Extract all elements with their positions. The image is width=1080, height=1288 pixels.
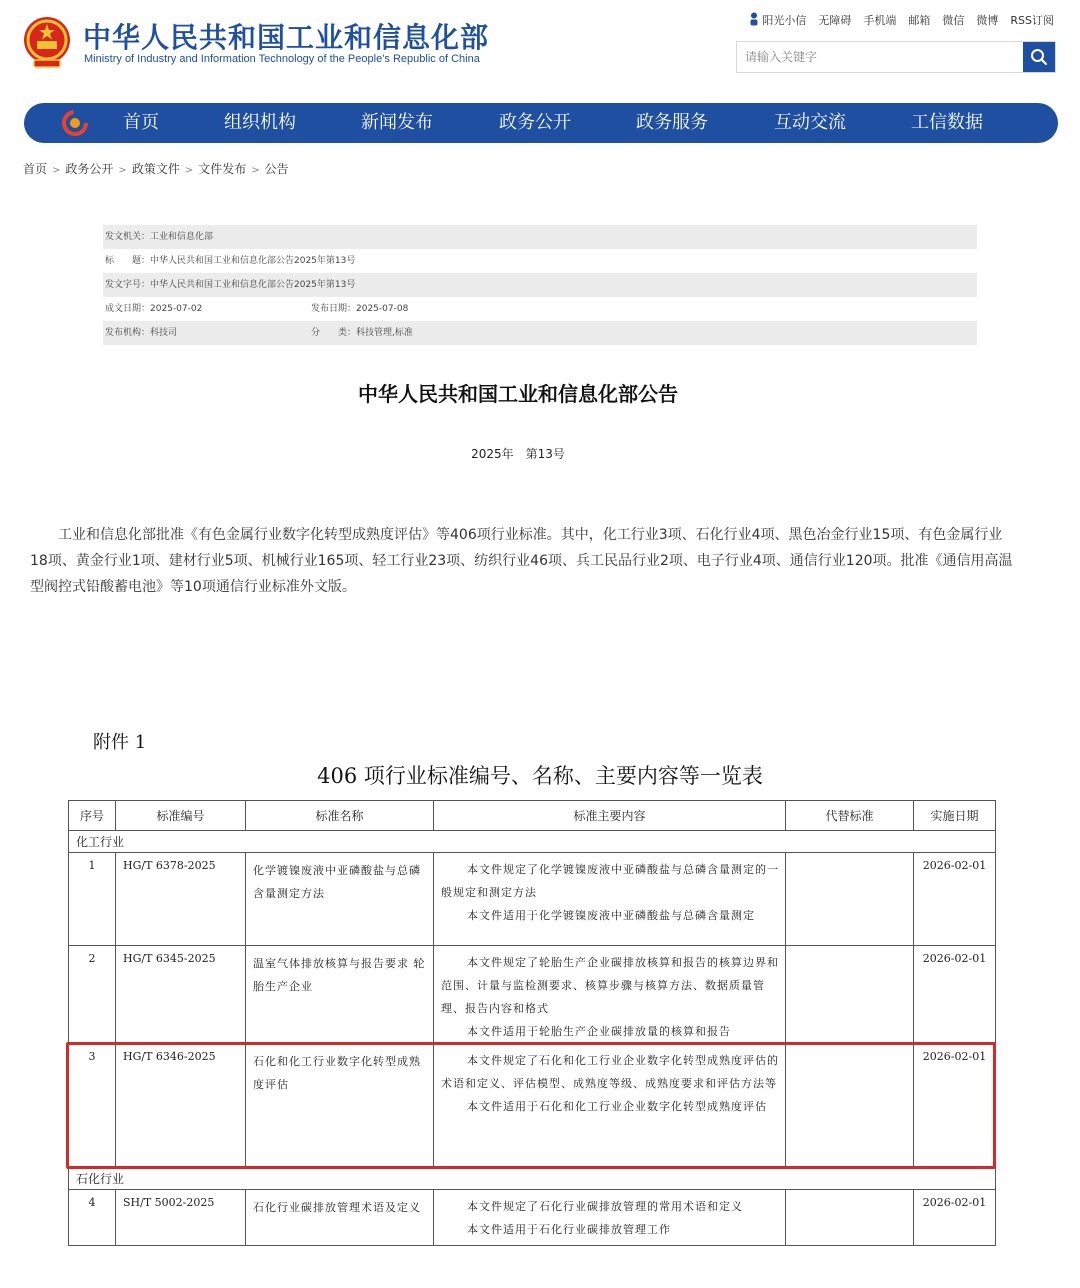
breadcrumb-government-affairs[interactable]: 政务公开 bbox=[65, 162, 114, 176]
header-seq: 序号 bbox=[69, 801, 116, 831]
content-scope: 本文件规定了化学镀镍废液中亚磷酸盐与总磷含量测定的一般规定和测定方法 bbox=[441, 863, 779, 899]
table-header-row bbox=[69, 801, 996, 831]
category-row bbox=[69, 831, 996, 853]
row-code: HG/T 6378-2025 bbox=[116, 853, 246, 946]
standards-table bbox=[68, 800, 996, 1246]
top-link-weibo[interactable]: 微博 bbox=[976, 14, 999, 27]
meta-written-date: 成文日期：2025-07-02 bbox=[105, 304, 203, 314]
row-date: 2026-02-01 bbox=[914, 946, 996, 1044]
breadcrumb-home[interactable]: 首页 bbox=[23, 162, 48, 176]
row-num: 3 bbox=[69, 1044, 116, 1168]
chevron-right-icon: > bbox=[184, 165, 194, 176]
meta-row-title bbox=[103, 249, 977, 273]
search-box bbox=[736, 41, 1056, 73]
row-code: HG/T 6346-2025 bbox=[116, 1044, 246, 1168]
nav-item-government-affairs[interactable]: 政务公开 bbox=[499, 112, 571, 133]
header-code: 标准编号 bbox=[116, 801, 246, 831]
nav-item-organization[interactable]: 组织机构 bbox=[224, 112, 296, 133]
meta-row-issuer bbox=[103, 225, 977, 249]
row-content bbox=[434, 1044, 786, 1168]
main-nav bbox=[24, 103, 1058, 143]
meta-row-dates bbox=[103, 297, 977, 321]
meta-publish-date: 发布日期：2025-07-08 bbox=[311, 304, 409, 314]
document-meta bbox=[103, 225, 977, 345]
top-link-rss[interactable]: RSS订阅 bbox=[1010, 14, 1054, 27]
row-content bbox=[434, 946, 786, 1044]
row-date: 2026-02-01 bbox=[914, 853, 996, 946]
content-applicability: 本文件适用于化学镀镍废液中亚磷酸盐与总磷含量测定 bbox=[467, 909, 755, 922]
row-replace bbox=[786, 1044, 914, 1168]
meta-doc-no: 发文字号：中华人民共和国工业和信息化部公告2025年第13号 bbox=[105, 280, 356, 290]
breadcrumb-file-release[interactable]: 文件发布 bbox=[198, 162, 247, 176]
content-applicability: 本文件适用于石化和化工行业企业数字化转型成熟度评估 bbox=[467, 1100, 767, 1113]
row-date: 2026-02-01 bbox=[914, 1190, 996, 1246]
top-link-sunshine[interactable] bbox=[749, 12, 806, 28]
meta-row-doc-no bbox=[103, 273, 977, 297]
header-replace: 代替标准 bbox=[786, 801, 914, 831]
row-name: 温室气体排放核算与报告要求 轮胎生产企业 bbox=[246, 946, 434, 1044]
content-scope: 本文件规定了轮胎生产企业碳排放核算和报告的核算边界和范围、计量与监检测要求、核算步骤与核算方法、数据质量管理、报告内容和格式 bbox=[441, 956, 779, 1015]
category-row bbox=[69, 1168, 996, 1190]
search-button[interactable] bbox=[1023, 42, 1055, 72]
row-replace bbox=[786, 1190, 914, 1246]
top-link-mail[interactable]: 邮箱 bbox=[908, 14, 931, 27]
meta-publisher: 发布机构：科技司 bbox=[105, 328, 178, 338]
meta-issuer: 发文机关：工业和信息化部 bbox=[105, 232, 214, 242]
chevron-right-icon: > bbox=[118, 165, 127, 176]
top-link-accessibility[interactable]: 无障碍 bbox=[818, 14, 852, 27]
row-content bbox=[434, 1190, 786, 1246]
nav-item-government-services[interactable]: 政务服务 bbox=[636, 112, 708, 133]
site-subtitle: Ministry of Industry and Information Technology of the People’s Republic of China bbox=[84, 53, 480, 65]
meta-title: 标 题：中华人民共和国工业和信息化部公告2025年第13号 bbox=[105, 256, 356, 266]
chevron-right-icon: > bbox=[52, 165, 61, 176]
nav-item-home[interactable]: 首页 bbox=[123, 112, 159, 133]
site-title[interactable]: 中华人民共和国工业和信息化部 bbox=[83, 21, 490, 54]
row-num: 1 bbox=[69, 853, 116, 946]
row-code: SH/T 5002-2025 bbox=[116, 1190, 246, 1246]
document-number: 2025年 第13号 bbox=[471, 447, 565, 461]
nav-item-data[interactable]: 工信数据 bbox=[911, 112, 983, 133]
table-row-highlighted bbox=[69, 1044, 996, 1168]
document-title: 中华人民共和国工业和信息化部公告 bbox=[358, 382, 678, 406]
content-applicability: 本文件适用于石化行业碳排放管理工作 bbox=[467, 1223, 671, 1236]
row-replace bbox=[786, 853, 914, 946]
top-link-label: 阳光小信 bbox=[762, 14, 807, 27]
attachment-label: 附件 1 bbox=[93, 732, 147, 753]
row-date: 2026-02-01 bbox=[914, 1044, 996, 1168]
national-emblem-icon[interactable] bbox=[22, 14, 72, 70]
search-icon bbox=[1030, 48, 1048, 66]
category-petrochemical: 石化行业 bbox=[69, 1168, 996, 1190]
table-row bbox=[69, 946, 996, 1044]
row-content bbox=[434, 853, 786, 946]
top-links bbox=[749, 12, 1054, 28]
content-scope: 本文件规定了石化和化工行业企业数字化转型成熟度评估的术语和定义、评估模型、成熟度等级、成熟度要求和评估方法等 bbox=[441, 1054, 779, 1090]
top-link-mobile[interactable]: 手机端 bbox=[863, 14, 897, 27]
breadcrumb bbox=[23, 160, 289, 177]
header-content: 标准主要内容 bbox=[434, 801, 786, 831]
content-scope: 本文件规定了石化行业碳排放管理的常用术语和定义 bbox=[467, 1200, 743, 1213]
table-title: 406 项行业标准编号、名称、主要内容等一览表 bbox=[317, 764, 763, 788]
breadcrumb-announcement[interactable]: 公告 bbox=[264, 162, 289, 176]
row-code: HG/T 6345-2025 bbox=[116, 946, 246, 1044]
row-num: 4 bbox=[69, 1190, 116, 1246]
table-row bbox=[69, 1190, 996, 1246]
top-link-wechat[interactable]: 微信 bbox=[942, 14, 965, 27]
site-header bbox=[0, 0, 1080, 100]
header-name: 标准名称 bbox=[246, 801, 434, 831]
meta-row-publisher bbox=[103, 321, 977, 345]
row-replace bbox=[786, 946, 914, 1044]
header-date: 实施日期 bbox=[914, 801, 996, 831]
table-row bbox=[69, 853, 996, 946]
breadcrumb-policy-documents[interactable]: 政策文件 bbox=[131, 162, 180, 176]
document-paragraph: 工业和信息化部批准《有色金属行业数字化转型成熟度评估》等406项行业标准。其中，化工行业3项、石化行业4项、黑色冶金行业15项、有色金属行业18项、黄金行业1项、建材行业5项、机械行业165项、轻工行业23项、纺织行业46项、兵工民品行业2项、电子行业4项、通信行业120项。批准《通信用高温型阀控式铅酸蓄电池》等10项通信行业标准外文版。 bbox=[30, 527, 1013, 595]
miit-logo-icon[interactable] bbox=[62, 110, 88, 136]
row-num: 2 bbox=[69, 946, 116, 1044]
meta-category: 分 类：科技管理,标准 bbox=[311, 328, 413, 338]
search-input[interactable] bbox=[737, 42, 1023, 72]
row-name: 石化和化工行业数字化转型成熟度评估 bbox=[246, 1044, 434, 1168]
nav-item-news[interactable]: 新闻发布 bbox=[361, 112, 433, 133]
category-chemical: 化工行业 bbox=[69, 831, 996, 853]
person-icon bbox=[749, 12, 759, 26]
nav-item-interaction[interactable]: 互动交流 bbox=[774, 112, 846, 133]
chevron-right-icon: > bbox=[251, 165, 260, 176]
row-name: 化学镀镍废液中亚磷酸盐与总磷含量测定方法 bbox=[246, 853, 434, 946]
content-applicability: 本文件适用于轮胎生产企业碳排放量的核算和报告 bbox=[467, 1025, 731, 1038]
row-name: 石化行业碳排放管理术语及定义 bbox=[246, 1190, 434, 1246]
